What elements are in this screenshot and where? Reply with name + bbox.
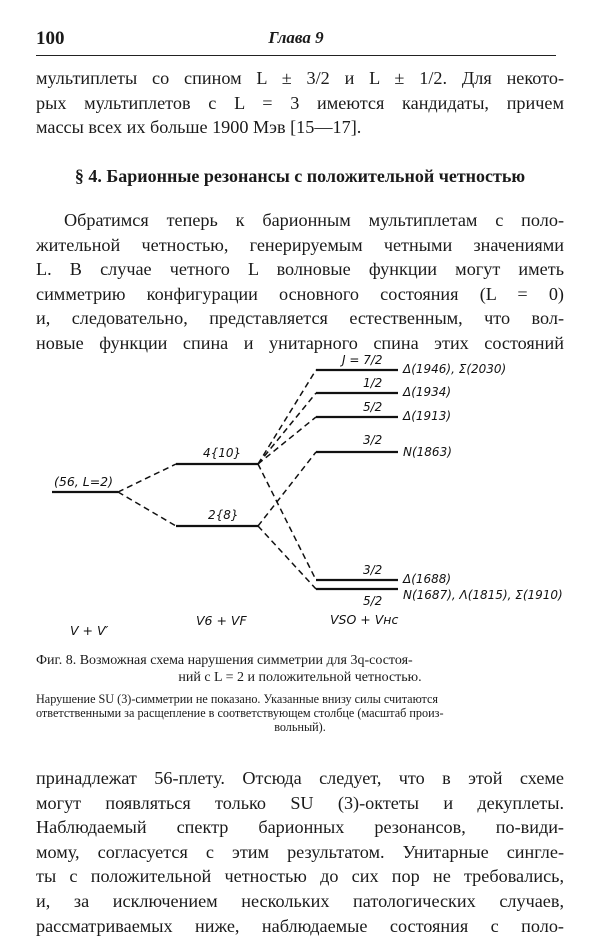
paragraph-2	[36, 208, 564, 356]
text-line: и, за исключением нескольких патологических случаев,	[36, 890, 564, 911]
force-label: V + V′	[70, 623, 109, 638]
note-line: вольный).	[274, 720, 326, 734]
spin-label: J = 7/2	[342, 353, 383, 367]
spin-label: 3/2	[363, 433, 383, 447]
spin-label: 5/2	[363, 594, 383, 608]
split-connector	[258, 417, 316, 464]
caption-line: Фиг. 8. Возможная схема нарушения симметрии для 3q-состоя-	[36, 653, 413, 668]
text-line: ты с положительной четностью до сих пор не требовались,	[36, 866, 564, 887]
text-line: мультиплеты со спином L ± 3/2 и L ± 1/2. Для некото-	[36, 68, 564, 88]
page-header	[36, 28, 556, 54]
state-label: N(1687), Λ(1815), Σ(1910)	[403, 588, 563, 602]
split-connector	[118, 492, 176, 526]
level-diagram	[0, 340, 600, 640]
text-line: жительной четностью, генерируемым четными значениями	[36, 234, 564, 255]
state-label: Δ(1688)	[403, 572, 452, 586]
text-line: Наблюдаемый спектр барионных резонансов, по-види-	[36, 817, 564, 838]
state-label: Δ(1934)	[403, 385, 452, 399]
figure-caption	[36, 652, 564, 686]
note-line: Нарушение SU (3)-симметрии не показано. Указанные внизу силы считаются	[36, 692, 439, 706]
split-connector	[258, 370, 316, 464]
chapter-title: Глава 9	[268, 28, 324, 47]
split-connector	[258, 464, 316, 580]
section-title: § 4. Барионные резонансы с положительной четностью	[74, 166, 526, 186]
split-connector	[118, 464, 176, 492]
text-line: и, следовательно, представляется естественным, что вол-	[36, 308, 564, 329]
paragraph-3	[36, 766, 564, 938]
page-number: 100	[36, 28, 65, 49]
text-line: мому, согласуется с этим результатом. Унитарные сингле-	[36, 841, 564, 862]
ground-label: (56, L=2)	[54, 474, 113, 489]
text-line: симметрию конфигурации основного состояния (L = 0)	[36, 283, 564, 304]
header-rule	[36, 55, 556, 56]
decuplet-label: 4{10}	[203, 446, 242, 460]
text-line: массы всех их больше 1900 Мэв [15—17].	[36, 117, 362, 138]
text-line: рых мультиплетов с L = 3 имеются кандидаты, причем	[36, 92, 564, 113]
state-label: N(1863)	[403, 445, 452, 459]
force-label: VSO + Vнс	[330, 612, 399, 627]
octet-label: 2{8}	[208, 508, 239, 522]
state-label: Δ(1946), Σ(2030)	[403, 362, 507, 376]
text-line: могут появляться только SU (3)-октеты и декуплеты.	[36, 792, 564, 813]
split-connector	[258, 452, 316, 526]
state-label: Δ(1913)	[403, 409, 452, 423]
force-label: V6 + VF	[196, 613, 247, 628]
spin-label: 3/2	[363, 563, 383, 577]
text-line: принадлежат 56-плету. Отсюда следует, что в этой схеме	[36, 768, 564, 788]
paragraph-1	[36, 66, 564, 140]
text-line: рассматриваемых ниже, наблюдаемые состояния с поло-	[36, 915, 564, 936]
spin-label: 1/2	[363, 376, 383, 390]
text-line: Обратимся теперь к барионным мультиплетам с поло-	[64, 210, 564, 230]
text-line: L. В случае четного L волновые функции могут иметь	[36, 259, 564, 280]
split-connector	[258, 393, 316, 464]
figure-note	[36, 692, 564, 734]
caption-line: ний с L = 2 и положительной четностью.	[178, 670, 422, 685]
note-line: ответственными за расщепление в соответствующем столбце (масштаб произ-	[36, 706, 444, 720]
split-connector	[258, 526, 316, 589]
text-line: новые функции спина и унитарного спина этих состояний	[36, 332, 564, 353]
spin-label: 5/2	[363, 400, 383, 414]
